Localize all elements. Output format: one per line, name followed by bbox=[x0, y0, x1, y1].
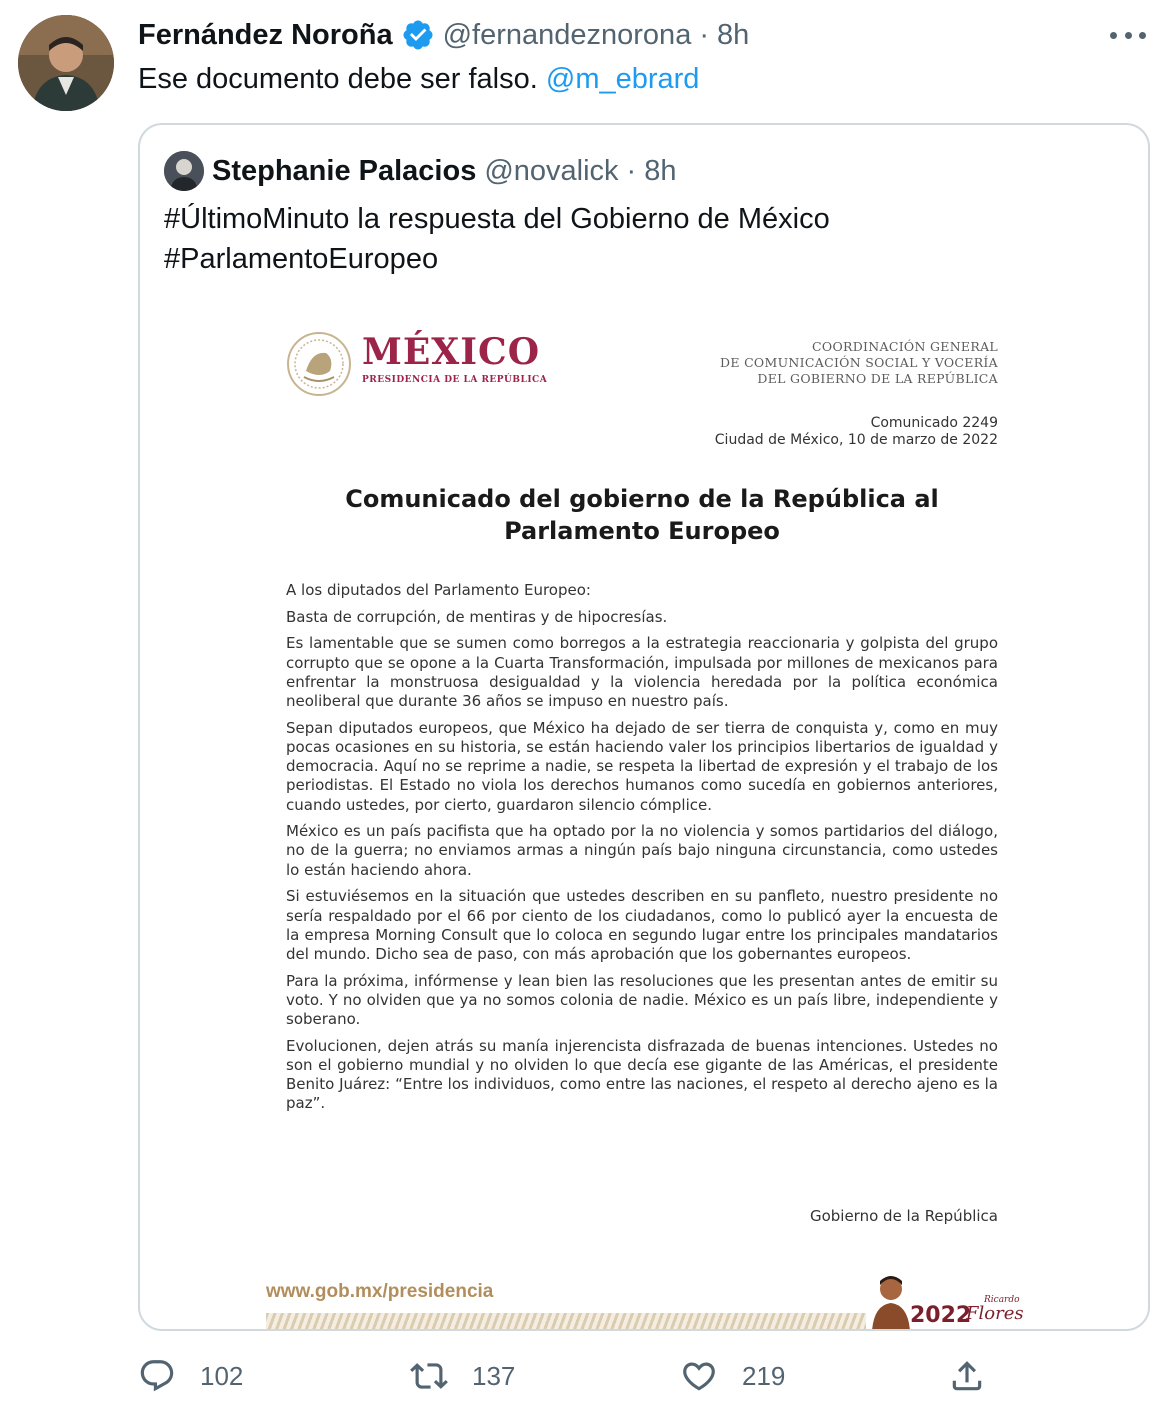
document-title bbox=[286, 483, 998, 547]
comunicado-number: Comunicado 2249 bbox=[870, 415, 998, 431]
presidencia-subtitle: PRESIDENCIA DE LA REPÚBLICA bbox=[362, 375, 548, 385]
quoted-tweet-card[interactable] bbox=[138, 123, 1150, 1331]
document-paragraph: Si estuviésemos en la situación que ustedes describen en su panfleto, nuestro presidente no sería respaldado por el 66 por ciento de los ciudadanos, como lo publicó ayer la encuesta de la empresa Morning Consult que lo coloca en segundo lugar entre los principales mandatarios del mundo. Dicho sea de paso, con más aprobación que los gobernantes europeos. bbox=[286, 887, 998, 963]
retweet-count: 137 bbox=[472, 1360, 516, 1391]
portrait-figure-icon bbox=[868, 1273, 914, 1331]
tweet-text bbox=[138, 60, 699, 98]
author-handle[interactable]: @fernandeznorona bbox=[442, 18, 692, 51]
footer-name: Flores bbox=[966, 1303, 1024, 1324]
like-icon bbox=[680, 1357, 718, 1395]
verified-badge-icon bbox=[401, 18, 435, 52]
place-date: Ciudad de México, 10 de marzo de 2022 bbox=[714, 432, 998, 448]
document-paragraph: Para la próxima, infórmense y lean bien las resoluciones que les presentan antes de emitir su voto. Y no olviden que ya no somos colonia de nadie. México es un país libre, independiente y soberano. bbox=[286, 971, 998, 1029]
document-paragraph: A los diputados del Parlamento Europeo: bbox=[286, 581, 591, 599]
like-button[interactable] bbox=[680, 1352, 785, 1400]
document-paragraph: Evolucionen, dejen atrás su manía injerencista disfrazada de buenas intenciones. Ustedes no son el gobierno mundial y no olviden lo que decía ese gigante de las Américas, el presidente Benito Juárez: “Entre los individuos, como entre las naciones, el respeto al derecho ajeno es la paz”. bbox=[286, 1036, 998, 1113]
comunicado-info bbox=[715, 415, 998, 449]
coordination-line-3: DEL GOBIERNO DE LA REPÚBLICA bbox=[757, 371, 998, 386]
national-seal-icon bbox=[286, 331, 352, 397]
tweet-header bbox=[138, 16, 749, 54]
hashtag-ultimominuto-line: #ÚltimoMinuto la respuesta del Gobierno de México bbox=[164, 203, 830, 235]
footer-year: 2022 bbox=[910, 1303, 972, 1328]
reply-count: 102 bbox=[200, 1360, 244, 1391]
document-paragraph: México es un país pacifista que ha optado por la no violencia y somos partidarios del diálogo, no de la guerra; no enviamos armas a ningún país bajo ninguna circunstancia, como ustedes lo están haciendo ahora. bbox=[286, 822, 998, 879]
coordination-header bbox=[720, 339, 998, 387]
meta-separator: · bbox=[699, 18, 709, 51]
quoted-meta-separator: · bbox=[626, 154, 637, 187]
reply-icon bbox=[138, 1357, 176, 1395]
document-title-line-2: Parlamento Europeo bbox=[504, 517, 780, 545]
quoted-author-name: Stephanie Palacios bbox=[212, 154, 477, 187]
document-signature: Gobierno de la República bbox=[809, 1207, 998, 1225]
mexico-logo-word: MÉXICO bbox=[362, 331, 541, 373]
retweet-button[interactable] bbox=[410, 1352, 515, 1400]
coordination-line-2: DE COMUNICACIÓN SOCIAL Y VOCERÍA bbox=[720, 355, 998, 370]
more-options-icon[interactable] bbox=[1110, 20, 1146, 50]
coordination-line-1: COORDINACIÓN GENERAL bbox=[812, 339, 998, 354]
quoted-tweet-time: 8h bbox=[644, 154, 677, 187]
author-name[interactable]: Fernández Noroña bbox=[138, 18, 393, 51]
avatar-photo bbox=[18, 15, 114, 111]
attached-document-image[interactable] bbox=[140, 295, 1148, 1331]
document-paragraph: Sepan diputados europeos, que México ha dejado de ser tierra de conquista y, como en muy pocas ocasiones en su historia, se están haciendo valer los principios libertarios de igualdad y democracia. Aquí no se reprime a nadie, se respeta la libertad de expresión y el trabajo de los periodistas. El Estado no viola los derechos humanos como sucedía en gobiernos anteriores, cuando ustedes, por cierto, guardaron silencio cómplice. bbox=[286, 718, 998, 814]
document-paragraph: Es lamentable que se sumen como borregos a la estrategia reaccionaria y golpista del grupo corrupto que se opone a la Cuarta Transformación, impulsada por millones de mexicanos para enfrentar la monstruosa desigualdad y la violencia heredada por la política económica neoliberal que durante 36 años se impuso en nuestro país. bbox=[286, 634, 998, 711]
document-body bbox=[286, 581, 998, 1121]
tweet-time[interactable]: 8h bbox=[717, 18, 750, 51]
tweet-body: Ese documento debe ser falso. bbox=[138, 63, 538, 95]
footer-ornament-band bbox=[266, 1313, 866, 1331]
retweet-icon bbox=[410, 1357, 448, 1395]
mention-link[interactable]: @m_ebrard bbox=[545, 63, 700, 95]
like-count: 219 bbox=[742, 1360, 786, 1391]
quoted-tweet-header bbox=[164, 151, 676, 191]
quoted-author-handle: @novalick bbox=[484, 154, 619, 187]
footer-url: www.gob.mx/presidencia bbox=[266, 1281, 494, 1302]
author-avatar[interactable] bbox=[18, 15, 114, 111]
footer-name-small: Ricardo bbox=[984, 1295, 1020, 1305]
share-icon bbox=[948, 1357, 986, 1395]
quoted-tweet-text bbox=[164, 199, 830, 279]
tweet-actions bbox=[138, 1352, 1150, 1400]
quoted-author-avatar bbox=[164, 151, 204, 191]
reply-button[interactable] bbox=[138, 1352, 243, 1400]
share-button[interactable] bbox=[948, 1352, 986, 1400]
document-paragraph: Basta de corrupción, de mentiras y de hipocresías. bbox=[286, 607, 668, 626]
document-title-line-1: Comunicado del gobierno de la República al bbox=[345, 485, 939, 513]
hashtag-parlamento-line: #ParlamentoEuropeo bbox=[164, 243, 439, 275]
